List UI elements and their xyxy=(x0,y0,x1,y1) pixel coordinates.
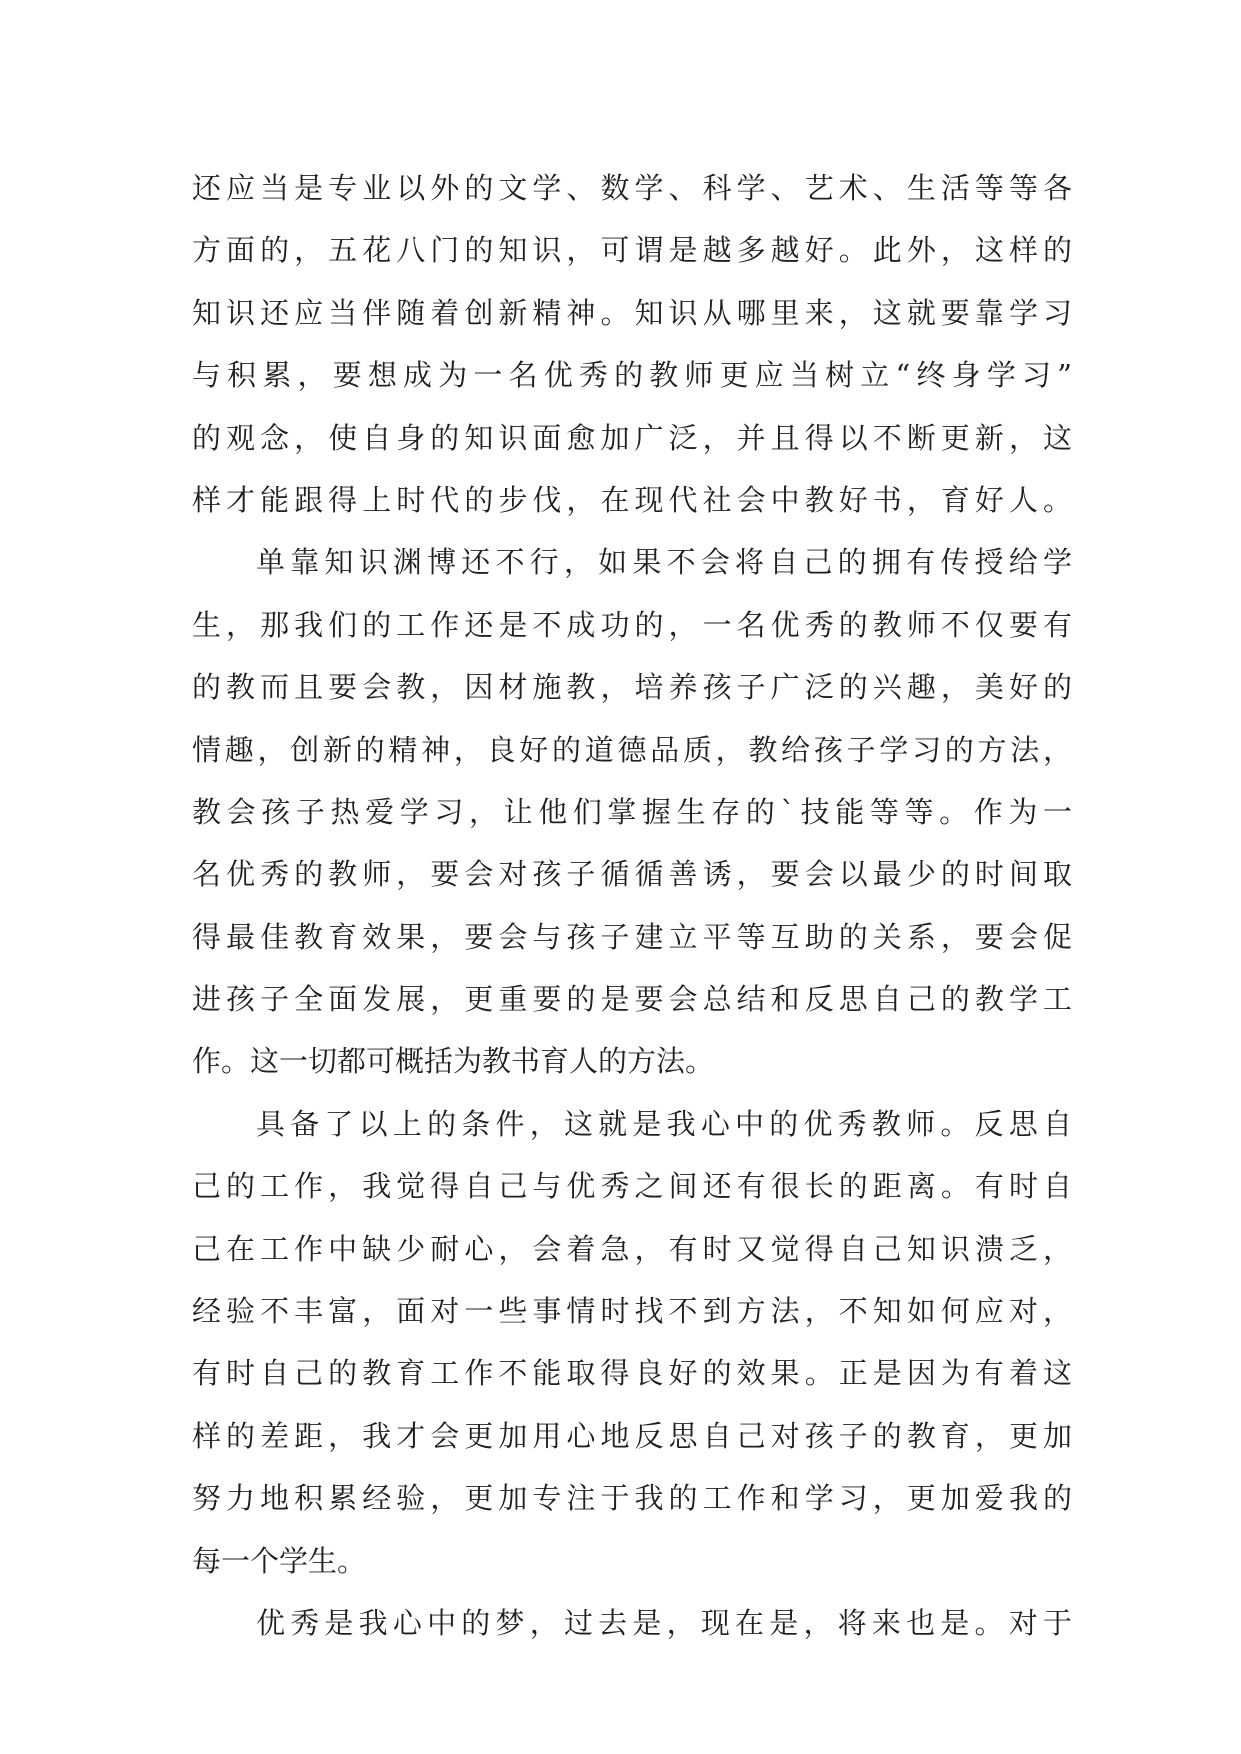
paragraph-first-line: 具备了以上的条件，这就是我心中的优秀教师。反思自 xyxy=(256,1106,1072,1141)
text-line: 得最佳教育效果，要会与孩子建立平等互助的关系，要会促 xyxy=(192,919,1072,954)
text-line: 教会孩子热爱学习，让他们掌握生存的`技能等等。作为一 xyxy=(192,794,1072,829)
text-line: 知识还应当伴随着创新精神。知识从哪里来，这就要靠学习 xyxy=(192,295,1072,330)
text-line: 经验不丰富，面对一些事情时找不到方法，不知如何应对， xyxy=(192,1294,1072,1329)
text-line: 努力地积累经验，更加专注于我的工作和学习，更加爱我的 xyxy=(192,1481,1072,1516)
text-line: 与积累，要想成为一名优秀的教师更应当树立“终身学习” xyxy=(192,358,1072,393)
paragraph-first-line: 优秀是我心中的梦，过去是，现在是，将来也是。对于 xyxy=(256,1605,1072,1640)
text-line: 样的差距，我才会更加用心地反思自己对孩子的教育，更加 xyxy=(192,1418,1072,1453)
paragraph-last-line: 每一个学生。 xyxy=(192,1543,367,1578)
text-line: 己在工作中缺少耐心，会着急，有时又觉得自己知识溃乏， xyxy=(192,1231,1072,1266)
text-line: 情趣，创新的精神，良好的道德品质，教给孩子学习的方法， xyxy=(192,732,1072,767)
text-line: 的教而且要会教，因材施教，培养孩子广泛的兴趣，美好的 xyxy=(192,670,1072,705)
text-line: 进孩子全面发展，更重要的是要会总结和反思自己的教学工 xyxy=(192,982,1072,1017)
text-line: 方面的，五花八门的知识，可谓是越多越好。此外，这样的 xyxy=(192,233,1072,268)
text-line: 还应当是专业以外的文学、数学、科学、艺术、生活等等各 xyxy=(192,171,1072,205)
text-line: 的观念，使自身的知识面愈加广泛，并且得以不断更新，这 xyxy=(192,420,1072,455)
text-line: 名优秀的教师，要会对孩子循循善诱，要会以最少的时间取 xyxy=(192,857,1072,892)
text-line: 有时自己的教育工作不能取得良好的效果。正是因为有着这 xyxy=(192,1356,1072,1391)
paragraph-first-line: 单靠知识渊博还不行，如果不会将自己的拥有传授给学 xyxy=(256,545,1072,580)
text-line: 己的工作，我觉得自己与优秀之间还有很长的距离。有时自 xyxy=(192,1169,1072,1204)
body-text xyxy=(192,157,1072,1654)
text-line: 生，那我们的工作还是不成功的，一名优秀的教师不仅要有 xyxy=(192,607,1072,642)
text-line: 样才能跟得上时代的步伐，在现代社会中教好书，育好人。 xyxy=(192,482,1072,517)
paragraph-last-line: 作。这一切都可概括为教书育人的方法。 xyxy=(192,1044,715,1079)
